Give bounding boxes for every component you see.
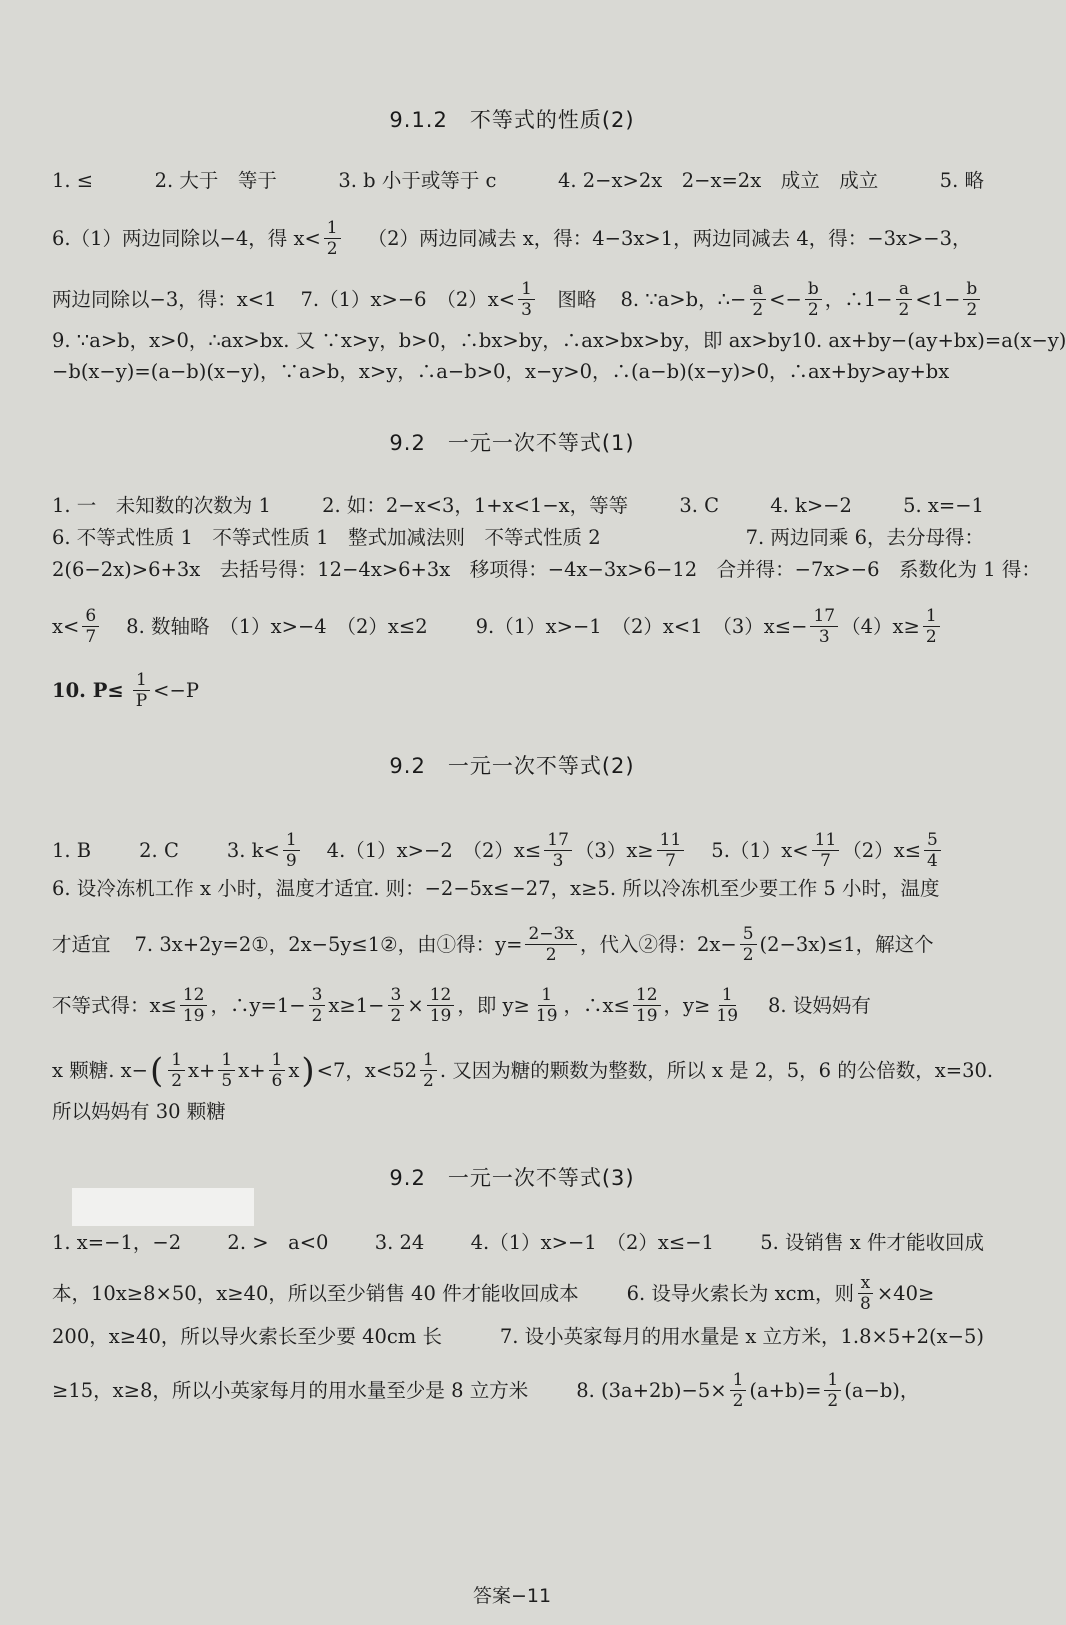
section-title-92-3: 9.2 一元一次不等式(3) (389, 1166, 635, 1190)
s1-line-5: −b(x−y)=(a−b)(x−y)，∵a>b，x>y，∴a−b>0，x−y>0，∴(a−b)(x−y)>0，∴ax+by>ay+bx (52, 360, 950, 383)
answer-5: 5. 略 (939, 169, 984, 192)
s3-line-3: 才适宜 7. 3x+2y=2①，2x−5y≤1②，由①得：y= $\frac{2-3x}{2}$ ，代入②得：2x− $\frac{5}{2}$ (2−3x)≤1，解这个 (52, 924, 934, 965)
answer-1: 1. ≤ (52, 169, 94, 192)
s2-line-3: 2(6−2x)>6+3x 去括号得：12−4x>6+3x 移项得：−4x−3x>6−12 合并得：−7x>−6 系数化为 1 得： (52, 558, 1041, 581)
section-title-92-1: 9.2 一元一次不等式(1) (389, 431, 635, 455)
answer-7-note: 图略 (537, 287, 597, 311)
answer-6a: 6.（1）两边同除以−4，得 x< (52, 226, 321, 250)
s3-line-6: 所以妈妈有 30 颗糖 (52, 1100, 226, 1123)
section-title-912: 9.1.2 不等式的性质(2) (389, 108, 635, 132)
fraction: $\frac{1}{2}$ (324, 218, 341, 259)
s4-line-3: 200，x≥40，所以导火索长至少要 40cm 长 7. 设小英家每月的用水量是 x 立方米，1.8×5+2(x−5) (52, 1325, 984, 1348)
answer-4: 4. 2−x>2x 2−x=2x 成立 成立 (557, 169, 879, 192)
s3-line-4: 不等式得：x≤ $\frac{12}{19}$ ，∴y=1− $\frac{3}{2}$ x≥1− $\frac{3}{2}$ × $\frac{12}{19}$ ，即 y≥ $\frac{1}{19}$ ，∴x≤ $\frac{12}{19}$ ，y≥ $\frac{1}{19}$ 8. 设妈妈有 (52, 985, 871, 1026)
answer-3: 3. b 小于或等于 c (338, 169, 497, 192)
answer-6b: （2）两边同减去 x，得：4−3x>1，两边同减去 4，得：−3x>−3， (367, 226, 972, 250)
fraction: $\frac{1}{3}$ (518, 279, 535, 320)
s1-line-2 (52, 218, 984, 259)
answer-8: 8. ∵a>b，∴− (620, 287, 747, 311)
s1-line-3: 两边同除以−3，得：x<1 7.（1）x>−6 （2）x< $\frac{1}{3}$ 图略 8. ∵a>b，∴− $\frac{a}{2}$ <− $\frac{b}{2}$ ，∴1− $\frac{a}{2}$ <1− $\frac{b}{2}$ (52, 279, 984, 320)
page-number: 答案−11 (472, 1585, 552, 1607)
s3-line-5: x 颗糖. x− ( $\frac{1}{2}$ x+ $\frac{1}{5}$ x+ $\frac{1}{6}$ x ) <7，x<52 $\frac{1}{2}$ . 又因为糖的颗数为整数，所以 x 是 2，5，6 的公倍数，x=30. (52, 1050, 994, 1091)
s2-line-4: x< $\frac{6}{7}$ 8. 数轴略 （1）x>−4 （2）x≤2 9.（1）x>−1 （2）x<1 （3）x≤− $\frac{17}{3}$ （4）x≥ $\frac{1}{2}$ (52, 606, 984, 647)
s2-line-1: 1. 一 未知数的次数为 1 2. 如：2−x<3，1+x<1−x，等等 3. C 4. k>−2 5. x=−1 (52, 494, 984, 517)
s3-line-1: 1. B 2. C 3. k< $\frac{1}{9}$ 4.（1）x>−2 （2）x≤ $\frac{17}{3}$ （3）x≥ $\frac{11}{7}$ 5.（1）x< $\frac{11}{7}$ （2）x≤ $\frac{5}{4}$ (52, 830, 984, 871)
s1-line-4 (52, 326, 1066, 356)
s3-line-2: 6. 设冷冻机工作 x 小时，温度才适宜. 则：−2−5x≤−27，x≥5. 所以冷冻机至少要工作 5 小时，温度 (52, 877, 940, 900)
whiteout-patch (72, 1188, 254, 1226)
s4-line-2: 本，10x≥8×50，x≥40，所以至少销售 40 件才能收回成本 6. 设导火索长为 xcm，则 $\frac{x}{8}$ ×40≥ (52, 1273, 935, 1314)
s2-line-2: 6. 不等式性质 1 不等式性质 1 整式加减法则 不等式性质 2 7. 两边同乘 6，去分母得： (52, 526, 984, 549)
s1-line-1 (52, 166, 984, 196)
answer-6c: 两边同除以−3，得：x<1 (52, 287, 277, 311)
s4-line-4: ≥15，x≥8，所以小英家每月的用水量至少是 8 立方米 8. (3a+2b)−5× $\frac{1}{2}$ (a+b)= $\frac{1}{2}$ (a−b)， (52, 1370, 920, 1411)
answer-2: 2. 大于 等于 (154, 169, 277, 192)
section-title-92-2: 9.2 一元一次不等式(2) (389, 754, 635, 778)
answer-10: 10. ax+by−(ay+bx)=a(x−y) (791, 329, 1066, 352)
s4-line-1: 1. x=−1，−2 2. > a<0 3. 24 4.（1）x>−1 （2）x≤−1 5. 设销售 x 件才能收回成 (52, 1231, 984, 1254)
s2-line-5: 10. P≤ $\frac{1}{P}$ <−P (52, 670, 199, 711)
answer-9: 9. ∵a>b，x>0，∴ax>bx. 又 ∵x>y，b>0，∴bx>by，∴ax>bx>by，即 ax>by (52, 329, 792, 352)
answer-7: 7.（1）x>−6 （2）x< (300, 287, 516, 311)
